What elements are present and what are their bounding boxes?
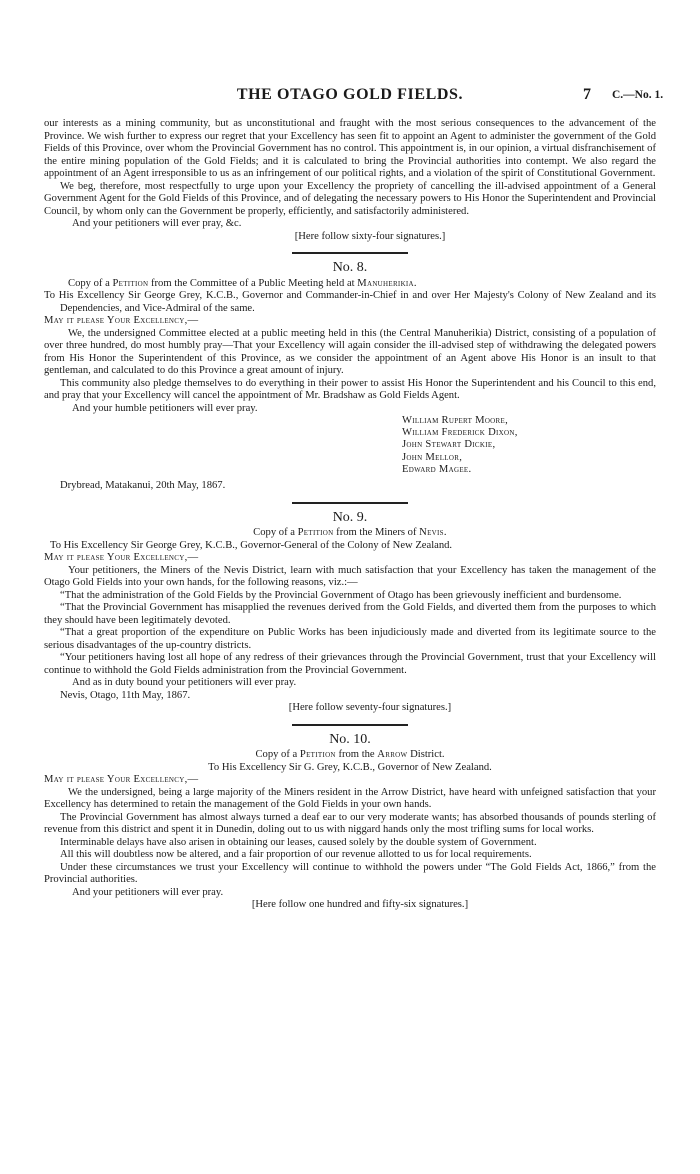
no10-copy-prefix: Copy of a — [255, 749, 298, 761]
intro-paragraph-1: our interests as a mining community, but as unconstitutional and fraught with the most serious consequences to the advancement of the Province. We wish further to express our regret that your Excellency has seen fit to appoint an Agent to administer the government of the Gold Fields of this Province, over whom the Provincial Government has no control. This appointment is, in our opinion, a virtual disfranchisement of the entire mining population of the Gold Fields; and it is calculated to bring the Provincial authorities into contempt. We also regard the appointment of an Agent irresponsible to us as an infringement of our political rights, and a violation of the spirit of Constitutional Government. — [44, 118, 656, 179]
no9-place-date: Nevis, Otago, 11th May, 1867. — [60, 689, 191, 701]
no8-copy-word: Petition — [112, 277, 149, 289]
intro-closing: And your petitioners will ever pray, &c. — [72, 218, 242, 229]
page-header-title: THE OTAGO GOLD FIELDS. — [236, 86, 464, 103]
no8-copy-place: Manuherikia. — [357, 277, 417, 289]
no8-paragraph-2: This community also pledge themselves to do everything in their power to assist His Honor the Superintendent and his Council to this end, and pray that your Excellency will cancel the appointment of Mr. Bradshaw as Gold Fields Agent. — [44, 377, 656, 401]
no9-address: To His Excellency Sir George Grey, K.C.B., Governor-General of the Colony of New Zealand. — [50, 539, 453, 551]
no10-copy-middle: from the — [338, 749, 375, 761]
no10-paragraph-2: The Provincial Government has almost always turned a deaf ear to our very moderate wants; has absorbed thousands of pounds sterling of revenue from this district and spent it in Dunedin, doling out to us with niggard hands only the most trifling sums for local works. — [44, 811, 656, 836]
section-heading-no8: No. 8. — [332, 260, 368, 275]
no10-copy-suffix: District. — [410, 749, 445, 761]
no10-paragraph-1: We the undersigned, being a large majority of the Miners resident in the Arrow District, have heard with unfeigned satisfaction that your Excellency has determined to retain the management of the Gold Fields in your own hands. — [44, 786, 656, 811]
no10-copy-word: Petition — [299, 749, 336, 761]
section-divider — [292, 252, 408, 254]
no9-copy-prefix: Copy of a — [253, 527, 295, 539]
no9-signatures-note: [Here follow seventy-four signatures.] — [288, 702, 452, 714]
signatory-name: William Rupert Moore, — [402, 415, 509, 426]
intro-paragraph-2: We beg, therefore, most respectfully to urge upon your Excellency the propriety of cancelling the ill-advised appointment of a General Government Agent for the Gold Fields of this Province, and of delegating the necessary powers to His Honor the Superintendent and Provincial Council, by whom only can the Government be properly, efficiently, and satisfactorily administered. — [44, 180, 656, 217]
signatory-name: William Frederick Dixon, — [402, 427, 518, 439]
signatory-name: John Mellor, — [402, 451, 463, 463]
intro-signatures-note: [Here follow sixty-four signatures.] — [294, 230, 446, 242]
no9-copy-line — [44, 527, 656, 540]
no9-copy-place: Nevis. — [419, 527, 447, 539]
no10-closing: And your petitioners will ever pray. — [72, 886, 224, 898]
no9-paragraph-5: “Your petitioners having lost all hope of any redress of their grievances through the Provincial Government, trust that your Excellency will continue to withhold the Gold Fields administration from the Provincial Government. — [44, 652, 656, 676]
no8-signatories — [402, 415, 656, 476]
signatory-name: John Stewart Dickie, — [402, 439, 496, 451]
no8-copy-prefix: Copy of a — [68, 277, 110, 289]
no10-paragraph-3: Interminable delays have also arisen in obtaining our leases, caused solely by the double system of Government. — [60, 836, 537, 848]
section-divider — [292, 502, 408, 504]
no10-signatures-note: [Here follow one hundred and fifty-six signatures.] — [251, 899, 469, 911]
no8-paragraph-1: We, the undersigned Committee elected at a public meeting held in this (the Central Manuherikia) District, consisting of a population of over three hundred, do most humbly pray—That your Excellency will again consider the ill-advised step of withdrawing the delegated powers from His Honor the Superintendent of this Province, as we consider the appointment of an Agent above His Honor is an insult to that gentleman, and calculated to do this Province a great amount of injury. — [44, 327, 656, 376]
no8-closing: And your humble petitioners will ever pray. — [72, 402, 258, 414]
no8-salutation: May it please Your Excellency,— — [44, 315, 199, 326]
no10-paragraph-4: All this will doubtless now be altered, and a fair proportion of our revenue allotted to us for local requirements. — [60, 849, 532, 861]
no9-paragraph-1: Your petitioners, the Miners of the Nevis District, learn with much satisfaction that your Excellency has taken the management of the Otago Gold Fields into your own hands, for the following reasons, viz.:— — [44, 564, 656, 589]
no10-paragraph-5: Under these circumstances we trust your Excellency will continue to withhold the powers under “The Gold Fields Act, 1866,” from the Provincial authorities. — [44, 861, 656, 886]
no9-copy-word: Petition — [297, 527, 334, 539]
no8-copy-middle: from the Committee of a Public Meeting held at — [151, 277, 355, 289]
page-number: 7 — [583, 86, 591, 103]
section-heading-no10: No. 10. — [329, 731, 371, 747]
no10-copy-place: Arrow — [377, 749, 408, 761]
no9-paragraph-2: “That the administration of the Gold Fields by the Provincial Government of Otago has been grievously inefficient and burdensome. — [60, 589, 622, 601]
no8-copy-line — [44, 278, 656, 291]
no10-address: To His Excellency Sir G. Grey, K.C.B., Governor of New Zealand. — [208, 761, 492, 773]
section-heading-no9: No. 9. — [332, 509, 368, 525]
document-body — [44, 118, 656, 912]
no9-paragraph-4: “That a great proportion of the expenditure on Public Works has been injudiciously made and diverted from its legitimate source to the serious disadvantages of the up-country districts. — [44, 627, 656, 651]
no9-copy-middle: from the Miners of — [336, 527, 417, 539]
no9-paragraph-3: “That the Provincial Government has misapplied the revenues derived from the Gold Fields, and diverted them from the purposes to which they should have been legitimately devoted. — [44, 602, 656, 626]
no9-closing: And as in duty bound your petitioners will ever pray. — [72, 677, 297, 689]
no10-salutation: May it please Your Excellency,— — [44, 774, 199, 786]
no8-address: To His Excellency Sir George Grey, K.C.B., Governor and Commander-in-Chief in and over Her Majesty's Colony of New Zealand and its Dependencies, and Vice-Admiral of the same. — [44, 290, 656, 314]
section-divider — [292, 724, 408, 726]
no10-copy-line — [44, 749, 656, 762]
document-reference: C.—No. 1. — [612, 89, 664, 101]
signatory-name: Edward Magee. — [402, 463, 472, 475]
no9-salutation: May it please Your Excellency,— — [44, 552, 199, 564]
no8-place-date: Drybread, Matakanui, 20th May, 1867. — [60, 480, 226, 492]
